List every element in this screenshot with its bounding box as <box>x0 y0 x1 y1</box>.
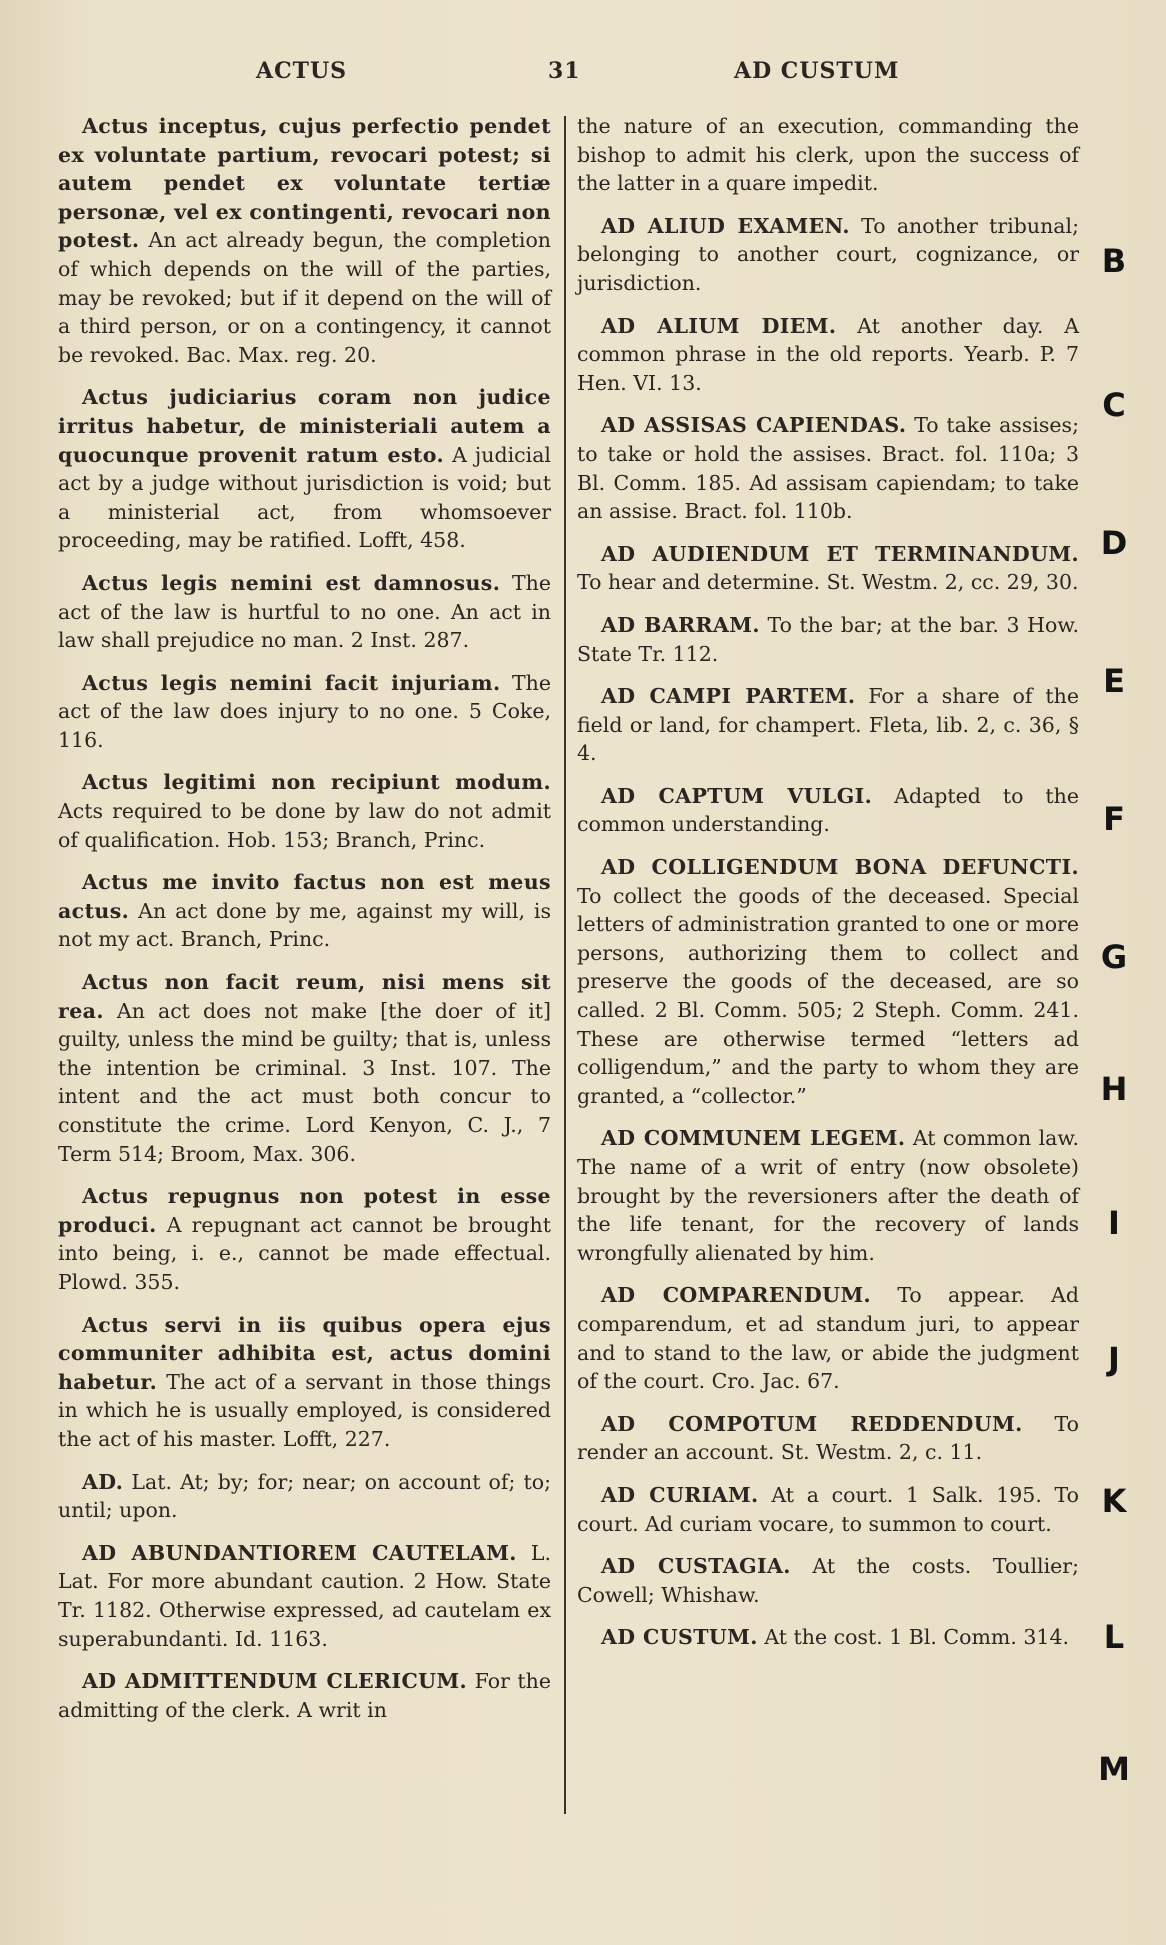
entry-text: At another day. A common phrase in the old reports. Yearb. P. 7 Hen. VI. 13. <box>577 313 1079 395</box>
thumb-index-g[interactable]: G <box>1100 938 1128 976</box>
entry <box>58 868 551 954</box>
running-header <box>0 58 1166 90</box>
entry-text: the nature of an execution, commanding the bishop to admit his clerk, upon the success of the latter in a quare impedit. <box>577 114 1079 196</box>
entry-headword: AD BARRAM. <box>601 612 760 637</box>
entry-headword: Actus inceptus, cujus perfectio pendet ex voluntate partium, revocari potest; si autem pendet ex voluntate tertiæ personæ, vel ex contingenti, revocari non potest. <box>58 114 551 253</box>
entry <box>58 112 551 369</box>
left-column <box>58 112 551 1738</box>
entry-text: To take assises; to take or hold the assises. Bract. fol. 110a; 3 Bl. Comm. 185. Ad assisam capiendam; to take an assise. Bract. fol. 110b. <box>577 413 1079 524</box>
entry <box>58 1182 551 1296</box>
entry <box>577 853 1079 1110</box>
thumb-index-j[interactable]: J <box>1108 1340 1120 1378</box>
entry <box>58 669 551 755</box>
thumb-index-i[interactable]: I <box>1108 1204 1120 1242</box>
thumb-index-m[interactable]: M <box>1098 1750 1130 1788</box>
entry-text: To the bar; at the bar. 3 How. State Tr. 112. <box>577 612 1079 666</box>
entry-headword: AD COMPOTUM REDDENDUM. <box>601 1411 1023 1436</box>
entry <box>577 782 1079 839</box>
entry-text: The act of a servant in those things in which he is usually employed, is considered the act of his master. Lofft, 227. <box>58 1369 551 1451</box>
thumb-index-c[interactable]: C <box>1102 386 1126 424</box>
entry-headword: AD CURIAM. <box>601 1482 759 1507</box>
entry <box>58 768 551 854</box>
entry-headword: AD COMPARENDUM. <box>601 1283 872 1308</box>
entry <box>577 682 1079 768</box>
thumb-index-h[interactable]: H <box>1100 1070 1128 1108</box>
entry <box>577 1481 1079 1538</box>
entry-headword: AD CUSTUM. <box>601 1625 758 1650</box>
entry-headword: AD ALIUM DIEM. <box>601 313 837 338</box>
entry-text: For a share of the field or land, for champert. Fleta, lib. 2, c. 36, § 4. <box>577 684 1079 766</box>
entry-text: An act does not make [the doer of it] guilty, unless the mind be guilty; that is, unless the intention be criminal. 3 Inst. 107. The intent and the act must both concur to constitute the crime. Lord Kenyon, C. J., 7 Term 514; Broom, Max. 306. <box>58 998 551 1166</box>
thumb-index-l[interactable]: L <box>1103 1618 1125 1656</box>
entry-headword: AD CUSTAGIA. <box>601 1554 791 1579</box>
entry-headword: AD. <box>82 1469 124 1494</box>
entry-text: The act of the law does injury to no one. 5 Coke, 116. <box>58 670 551 752</box>
entry-text: To another tribunal; belonging to another court, cognizance, or jurisdiction. <box>577 213 1079 295</box>
entry <box>577 312 1079 398</box>
entry <box>577 611 1079 668</box>
entry <box>577 540 1079 597</box>
entry <box>58 1311 551 1454</box>
entry <box>58 968 551 1168</box>
entry-headword: AD ALIUD EXAMEN. <box>601 213 850 238</box>
entry-text: At the cost. 1 Bl. Comm. 314. <box>764 1625 1070 1650</box>
entry-headword: Actus repugnus non potest in esse produci. <box>58 1184 551 1237</box>
page-number: 31 <box>548 58 581 84</box>
entry <box>577 411 1079 525</box>
entry-headword: Actus legis nemini est damnosus. <box>82 570 501 595</box>
entry <box>58 1468 551 1525</box>
thumb-index-e[interactable]: E <box>1103 662 1125 700</box>
header-left-guideword: ACTUS <box>256 58 348 84</box>
entry-headword: AD CAMPI PARTEM. <box>601 684 856 709</box>
entry-headword: AD COLLIGENDUM BONA DEFUNCTI. <box>601 855 1079 880</box>
thumb-index-f[interactable]: F <box>1103 800 1125 838</box>
entry-headword: AD ADMITTENDUM CLERICUM. <box>82 1669 468 1694</box>
entry <box>58 383 551 555</box>
entry-text: To hear and determine. St. Westm. 2, cc. 29, 30. <box>577 570 1079 595</box>
entry-headword: AD ASSISAS CAPIENDAS. <box>601 413 907 438</box>
thumb-index-k[interactable]: K <box>1101 1482 1127 1520</box>
entry-text: At the costs. Toullier; Cowell; Whishaw. <box>577 1554 1079 1607</box>
entry-text: For the admitting of the clerk. A writ in <box>58 1669 551 1722</box>
entry-headword: Actus legis nemini facit injuriam. <box>82 670 501 695</box>
entry-text: To render an account. St. Westm. 2, c. 11. <box>577 1411 1079 1465</box>
entry <box>577 1281 1079 1395</box>
entry-headword: Actus legitimi non recipiunt modum. <box>82 770 551 795</box>
entry-headword: Actus me invito factus non est meus actus. <box>58 870 551 923</box>
entry <box>577 1124 1079 1267</box>
entry-text: To collect the goods of the deceased. Special letters of administration granted to one or more persons, authorizing them to collect and preserve the goods of the deceased, are so called. 2 Bl. Comm. 505; 2 Steph. Comm. 241. These are otherwise termed “letters ad colligendum,” and the party to whom they are granted, a “collector.” <box>577 883 1079 1108</box>
entry-text: To appear. Ad comparendum, et ad standum juri, to appear and to stand to the law, or abide the judgment of the court. Cro. Jac. 67. <box>577 1283 1079 1394</box>
entry <box>577 1410 1079 1467</box>
entry <box>577 1623 1079 1652</box>
entry-text: An act already begun, the completion of which depends on the will of the parties, may be revoked; but if it depend on the will of a third person, or on a contingency, it cannot be revoked. Bac. Max. reg. 20. <box>58 228 551 367</box>
thumb-index-d[interactable]: D <box>1100 524 1128 562</box>
entry <box>577 212 1079 298</box>
entry-text: L. Lat. For more abundant caution. 2 How. State Tr. 1182. Otherwise expressed, ad cautelam ex superabundanti. Id. 1163. <box>58 1540 551 1651</box>
entry-headword: AD AUDIENDUM ET TERMINANDUM. <box>601 541 1079 566</box>
entry-headword: Actus servi in iis quibus opera ejus communiter adhibita est, actus domini habetur. <box>58 1312 551 1394</box>
header-right-guideword: AD CUSTUM <box>734 58 900 84</box>
entry-headword: AD COMMUNEM LEGEM. <box>601 1126 906 1151</box>
entry <box>58 1667 551 1724</box>
right-column <box>577 112 1079 1666</box>
entry-text: Adapted to the common understanding. <box>577 783 1079 837</box>
entry <box>58 569 551 655</box>
entry-text: At common law. The name of a writ of entry (now obsolete) brought by the reversioners after the death of the life tenant, for the recovery of lands wrongfully alienated by him. <box>577 1126 1079 1265</box>
entry-text: A judicial act by a judge without jurisdiction is void; but a ministerial act, from whomsoever proceeding, may be ratified. Lofft, 458. <box>58 442 551 553</box>
entry-continuation <box>577 112 1079 198</box>
entry-headword: Actus non facit reum, nisi mens sit rea. <box>58 970 551 1023</box>
entry-text: An act done by me, against my will, is not my act. Branch, Princ. <box>58 898 551 952</box>
entry-text: A repugnant act cannot be brought into being, i. e., cannot be made effectual. Plowd. 355. <box>58 1212 551 1294</box>
entry-headword: AD CAPTUM VULGI. <box>601 783 873 808</box>
thumb-index-b[interactable]: B <box>1101 242 1127 280</box>
entry <box>577 1552 1079 1609</box>
entry-text: The act of the law is hurtful to no one. An act in law shall prejudice no man. 2 Inst. 287. <box>58 570 551 653</box>
entry-text: Acts required to be done by law do not admit of qualification. Hob. 153; Branch, Princ. <box>58 799 551 852</box>
column-divider <box>564 116 566 1814</box>
entry-headword: Actus judiciarius coram non judice irritus habetur, de ministeriali autem a quocunque provenit ratum esto. <box>58 385 551 467</box>
entry-text: Lat. At; by; for; near; on account of; to; until; upon. <box>58 1469 551 1523</box>
entry-text: At a court. 1 Salk. 195. To court. Ad curiam vocare, to summon to court. <box>577 1482 1079 1536</box>
entry <box>58 1539 551 1653</box>
entry-headword: AD ABUNDANTIOREM CAUTELAM. <box>82 1540 517 1565</box>
